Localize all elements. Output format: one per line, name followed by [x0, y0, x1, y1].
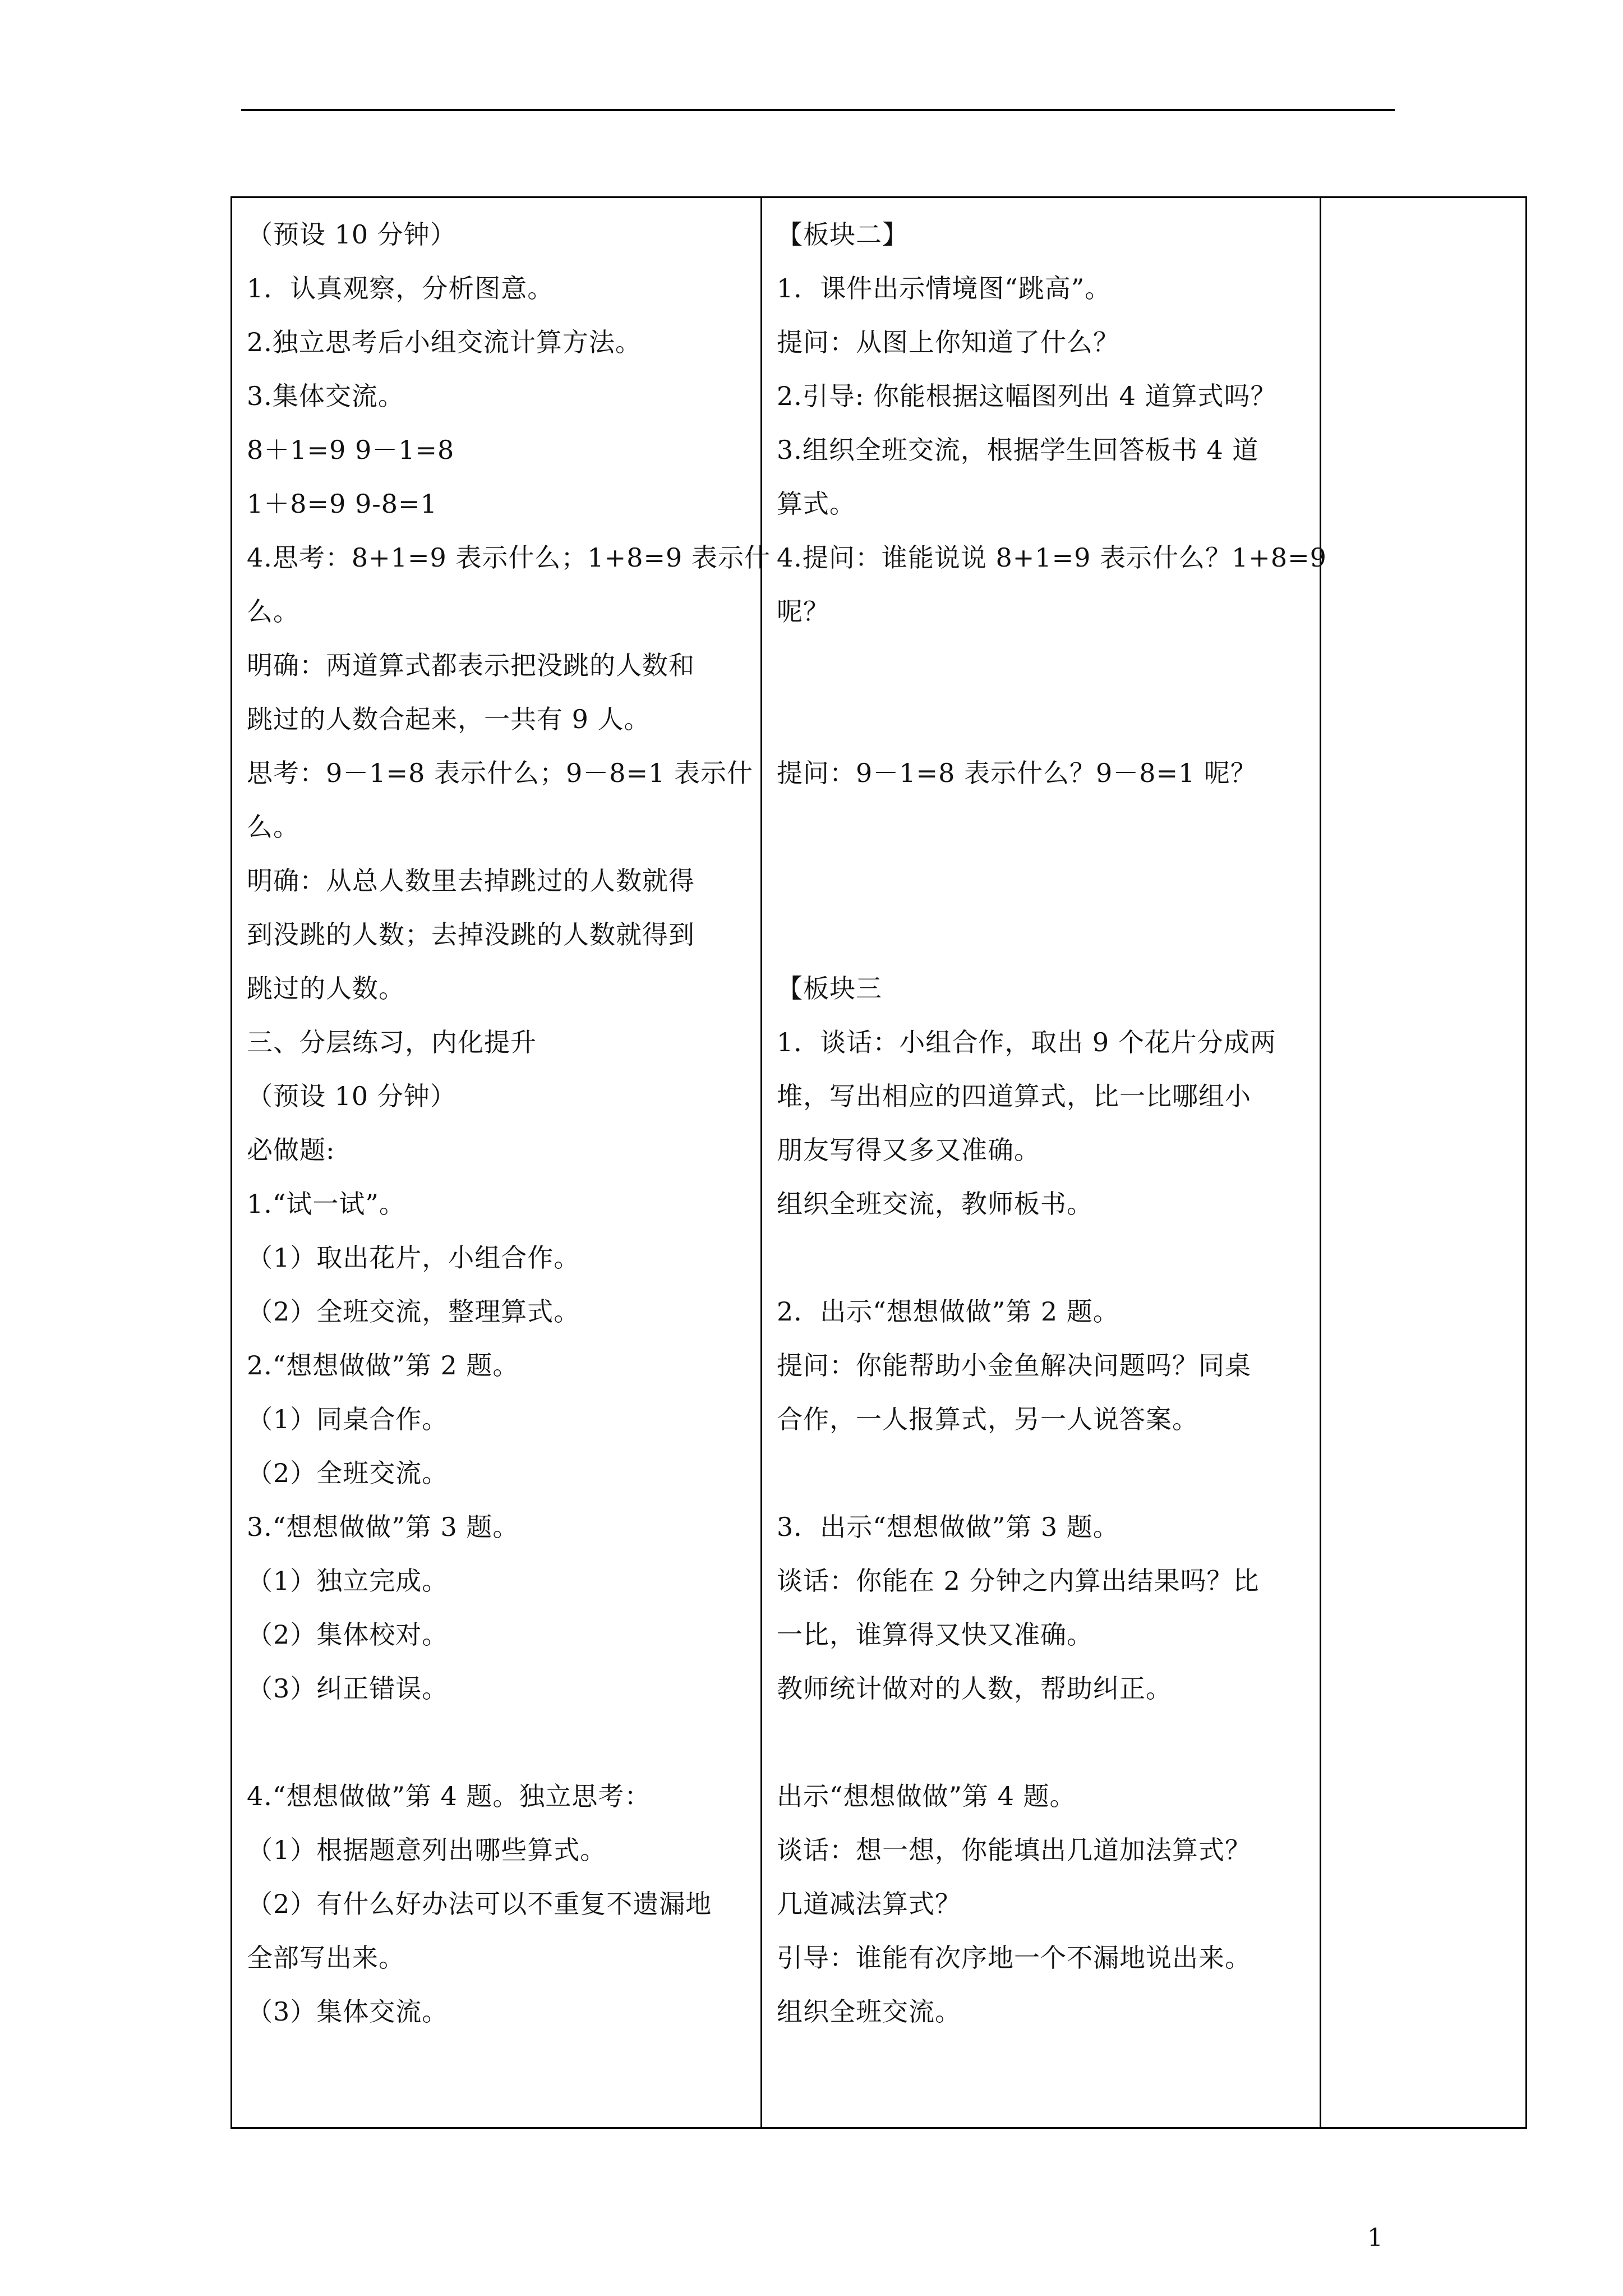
student-activity-line: 跳过的人数合起来，一共有 9 人。: [247, 704, 651, 734]
teacher-activity-line: 引导：谁能有次序地一个不漏地说出来。: [777, 1943, 1251, 1973]
student-activity-line: （3）集体交流。: [247, 1996, 449, 2027]
teacher-activity-line: 堆，写出相应的四道算式，比一比哪组小: [777, 1081, 1251, 1111]
student-activity-line: 必做题:: [247, 1135, 335, 1165]
teacher-activity-line: 谈话：想一想，你能填出几道加法算式？: [777, 1835, 1251, 1865]
student-activity-line: 2.独立思考后小组交流计算方法。: [247, 327, 642, 357]
teacher-activity-line: 组织全班交流，教师板书。: [777, 1189, 1093, 1219]
teacher-activity-line: 几道减法算式？: [777, 1889, 961, 1919]
student-activity-line: 么。: [247, 596, 299, 627]
student-activity-line: （1）取出花片，小组合作。: [247, 1243, 580, 1273]
teacher-activity-line: 1．课件出示情境图“跳高”。: [777, 273, 1112, 303]
column-divider-2: [1320, 196, 1321, 2129]
page-number: 1: [1367, 2224, 1383, 2252]
teacher-activity-line: 3.组织全班交流，根据学生回答板书 4 道: [777, 435, 1259, 465]
student-activity-line: 2.“想想做做”第 2 题。: [247, 1350, 519, 1381]
student-activity-line: 三、分层练习，内化提升: [247, 1027, 537, 1057]
student-activity-line: 4.思考：8+1=9 表示什么；1+8=9 表示什: [247, 542, 771, 573]
teacher-activity-line: 出示“想想做做”第 4 题。: [777, 1781, 1076, 1811]
student-activity-line: 到没跳的人数；去掉没跳的人数就得到: [247, 919, 695, 950]
student-activity-line: （3）纠正错误。: [247, 1673, 449, 1704]
teacher-activity-line: 算式。: [777, 489, 856, 519]
teacher-activity-line: 4.提问：谁能说说 8+1=9 表示什么？1+8=9: [777, 542, 1327, 573]
student-activity-line: 么。: [247, 812, 299, 842]
student-activity-line: （2）有什么好办法可以不重复不遗漏地: [247, 1889, 712, 1919]
student-activity-line: 3.集体交流。: [247, 381, 404, 411]
teacher-activity-line: 2.引导: 你能根据这幅图列出 4 道算式吗？: [777, 381, 1277, 411]
student-activity-line: （预设 10 分钟）: [247, 219, 457, 250]
student-activity-line: （1）独立完成。: [247, 1566, 449, 1596]
student-activity-line: 3.“想想做做”第 3 题。: [247, 1512, 519, 1542]
teacher-activity-line: 提问：你能帮助小金鱼解决问题吗？同桌: [777, 1350, 1251, 1381]
teacher-activity-line: 3．出示“想想做做”第 3 题。: [777, 1512, 1119, 1542]
teacher-activity-line: 组织全班交流。: [777, 1996, 961, 2027]
student-activity-line: 4.“想想做做”第 4 题。独立思考：: [247, 1781, 651, 1811]
student-activity-line: （预设 10 分钟）: [247, 1081, 457, 1111]
teacher-activity-line: 朋友写得又多又准确。: [777, 1135, 1040, 1165]
teacher-activity-line: 提问：9－1=8 表示什么？9－8=1 呢？: [777, 758, 1257, 788]
teacher-activity-line: 教师统计做对的人数，帮助纠正。: [777, 1673, 1172, 1704]
student-activity-line: 跳过的人数。: [247, 973, 405, 1004]
teacher-activity-line: 2．出示“想想做做”第 2 题。: [777, 1296, 1119, 1327]
teacher-activity-line: 提问：从图上你知道了什么？: [777, 327, 1119, 357]
student-activity-line: （1）根据题意列出哪些算式。: [247, 1835, 607, 1865]
teacher-activity-line: 谈话：你能在 2 分钟之内算出结果吗？比: [777, 1566, 1260, 1596]
student-activity-line: 1.“试一试”。: [247, 1189, 405, 1219]
teacher-activity-line: 1．谈话：小组合作，取出 9 个花片分成两: [777, 1027, 1276, 1057]
teacher-activity-line: 【板块三: [777, 973, 882, 1004]
column-divider-1: [760, 196, 762, 2129]
student-activity-line: 思考：9－1=8 表示什么；9－8=1 表示什: [247, 758, 753, 788]
header-rule: [241, 109, 1395, 111]
student-activity-line: 1＋8=9 9-8=1: [247, 489, 437, 519]
student-activity-line: （2）全班交流，整理算式。: [247, 1296, 580, 1327]
teacher-activity-line: 【板块二】: [777, 219, 909, 250]
student-activity-line: 全部写出来。: [247, 1943, 405, 1973]
student-activity-line: （2）集体校对。: [247, 1619, 449, 1650]
student-activity-line: （1）同桌合作。: [247, 1404, 449, 1434]
teacher-activity-line: 合作，一人报算式，另一人说答案。: [777, 1404, 1198, 1434]
student-activity-line: 1．认真观察，分析图意。: [247, 273, 554, 303]
student-activity-line: 明确：两道算式都表示把没跳的人数和: [247, 650, 695, 680]
student-activity-line: 明确：从总人数里去掉跳过的人数就得: [247, 866, 695, 896]
student-activity-line: 8＋1=9 9－1=8: [247, 435, 455, 465]
teacher-activity-line: 一比，谁算得又快又准确。: [777, 1619, 1093, 1650]
student-activity-line: （2）全班交流。: [247, 1458, 449, 1488]
teacher-activity-line: 呢？: [777, 596, 829, 627]
